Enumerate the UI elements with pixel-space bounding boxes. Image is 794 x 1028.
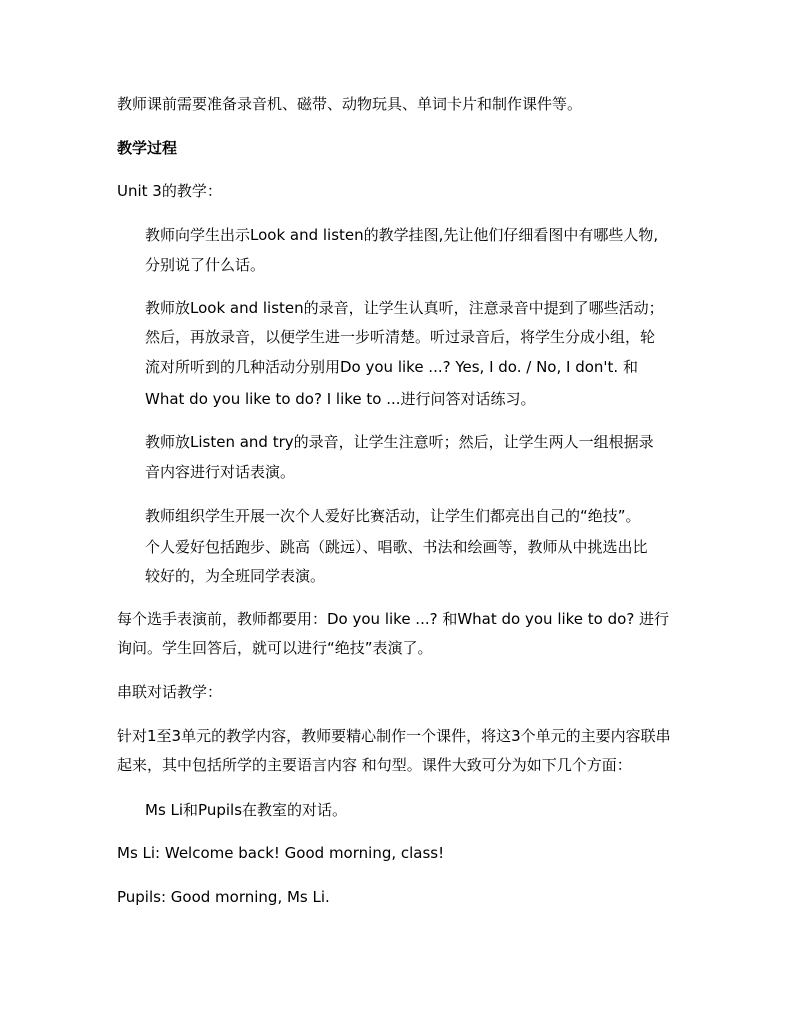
- step1-line-2: 分别说了什么话。: [145, 256, 266, 274]
- dialogue-title: 串联对话教学：: [117, 683, 223, 701]
- step4-line-3: 较好的，为全班同学表演。: [145, 567, 326, 585]
- section-heading: 教学过程: [117, 139, 178, 157]
- pupils-line: Pupils: Good morning, Ms Li.: [117, 888, 330, 906]
- prep-line: 教师课前需要准备录音机、磁带、动物玩具、单词卡片和制作课件等。: [117, 95, 583, 113]
- course-line-1: 针对1至3单元的教学内容，教师要精心制作一个课件，将这3个单元的主要内容联串: [117, 727, 671, 745]
- step2-line-2: 然后，再放录音，以便学生进一步听清楚。听过录音后，将学生分成小组，轮: [145, 328, 656, 346]
- step2-line-1: 教师放Look and listen的录音，让学生认真听，注意录音中提到了哪些活动；: [145, 299, 664, 317]
- contestant-line-1: 每个选手表演前，教师都要用：Do you like ...? 和What do you like to do? 进行: [117, 610, 670, 628]
- course-line-2: 起来，其中包括所学的主要语言内容 和句型。课件大致可分为如下几个方面：: [117, 756, 632, 774]
- step2-line-3: 流对所听到的几种活动分别用Do you like ...? Yes, I do. / No, I don't. 和: [145, 358, 638, 376]
- step4-line-2: 个人爱好包括跑步、跳高（跳远）、唱歌、书法和绘画等，教师从中挑选出比: [145, 538, 648, 556]
- step1-line-1: 教师向学生出示Look and listen的教学挂图,先让他们仔细看图中有哪些人物,: [145, 226, 659, 244]
- step2-line-4: What do you like to do? I like to ...进行问答对话练习。: [145, 390, 536, 408]
- contestant-line-2: 询问。学生回答后，就可以进行“绝技”表演了。: [117, 639, 433, 657]
- step3-line-1: 教师放Listen and try的录音，让学生注意听；然后，让学生两人一组根据录: [145, 433, 654, 451]
- step3-line-2: 音内容进行对话表演。: [145, 463, 296, 481]
- ms-li-line: Ms Li: Welcome back! Good morning, class!: [117, 844, 445, 862]
- unit3-title: Unit 3的教学：: [117, 182, 222, 200]
- step4-line-1: 教师组织学生开展一次个人爱好比赛活动，让学生们都亮出自己的“绝技”。: [145, 507, 641, 525]
- classroom-dialogue-line: Ms Li和Pupils在教室的对话。: [145, 801, 348, 819]
